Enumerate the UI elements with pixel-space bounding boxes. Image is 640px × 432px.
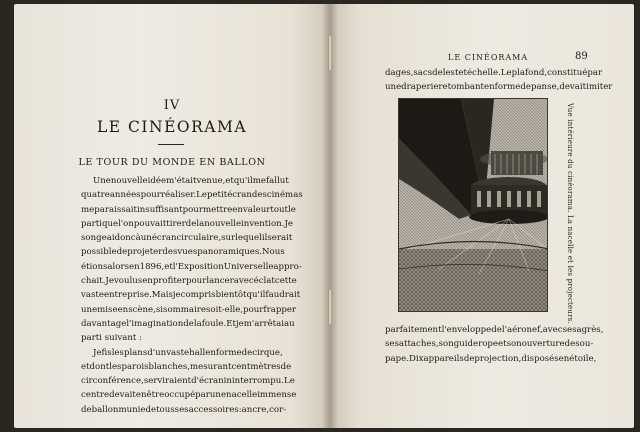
binding-stitch — [328, 290, 331, 324]
text-line: pape. Dix appareils de projection, disposés en étoile, — [385, 353, 597, 364]
chapter-number: IV — [163, 98, 181, 113]
right-body-text-top — [385, 66, 613, 95]
text-line: dages, sacs de lest et échelle. Le plafond, constitué par — [385, 68, 603, 78]
text-line: davantage l'imagination de la foule. Et je m'arrêtai au — [81, 318, 295, 329]
cineorama-engraving — [398, 98, 548, 312]
engraving-image — [399, 99, 548, 312]
text-line: de ballon munie de tous ses accessoires : ancre, cor- — [81, 404, 287, 415]
text-line: une draperie retombant en forme de panse, devait imiter — [385, 82, 613, 93]
binding-stitch — [328, 36, 331, 70]
text-line: ses attaches, son guiderope et son ouverture de sou- — [385, 339, 594, 350]
text-line: et dont les parois blanches, mesurant cent mètres de — [81, 361, 292, 372]
running-head: LE CINÉORAMA — [448, 53, 529, 62]
text-line: quatre années pour réaliser. Le petit écran des cinémas — [81, 190, 303, 201]
text-line: Je fis les plans d'un vaste hall en forme de cirque, — [93, 347, 283, 358]
section-title: LE TOUR DU MONDE EN BALLON — [78, 157, 266, 168]
chapter-title: LE CINÉORAMA — [96, 118, 248, 136]
page-number: 89 — [575, 51, 588, 62]
text-line: vaste entreprise. Mais je compris bientôt qu'il faudrait — [81, 290, 301, 301]
text-line: possible de projeter des vues panoramiques. Nous — [81, 247, 285, 258]
text-line: centre devait en être occupé par une nacelle immense — [81, 390, 297, 401]
title-rule — [158, 144, 184, 145]
text-line: parti que l'on pouvait tirer de la nouvelle invention. Je — [81, 218, 293, 229]
text-line: parti suivant : — [81, 333, 142, 344]
illustration-caption: Vue intérieure du cinéorama. La nacelle et les projecteurs. — [566, 103, 574, 324]
text-line: Une nouvelle idée m'était venue, et qu'il me fallut — [93, 176, 289, 186]
text-line: chait. Je voulus en profiter pour lancer avec éclat cette — [81, 276, 297, 287]
text-line: songeai donc à un écran circulaire, sur lequel il serait — [81, 233, 293, 244]
left-body-text — [81, 174, 303, 417]
text-line: circonférence, serviraient d'écran ininterrompu. Le — [81, 376, 295, 387]
right-body-text-bottom — [385, 323, 604, 366]
text-line: une mise en scène, si sommaire soit-elle, pour frapper — [81, 304, 297, 315]
text-line: parfaitement l'enveloppe de l'aéronef, avec ses agrès, — [385, 325, 604, 335]
text-line: me paraissait insuffisant pour mettre en valeur tout le — [81, 204, 296, 215]
text-line: étions alors en 1896, et l'Exposition Universelle appro- — [81, 261, 302, 272]
